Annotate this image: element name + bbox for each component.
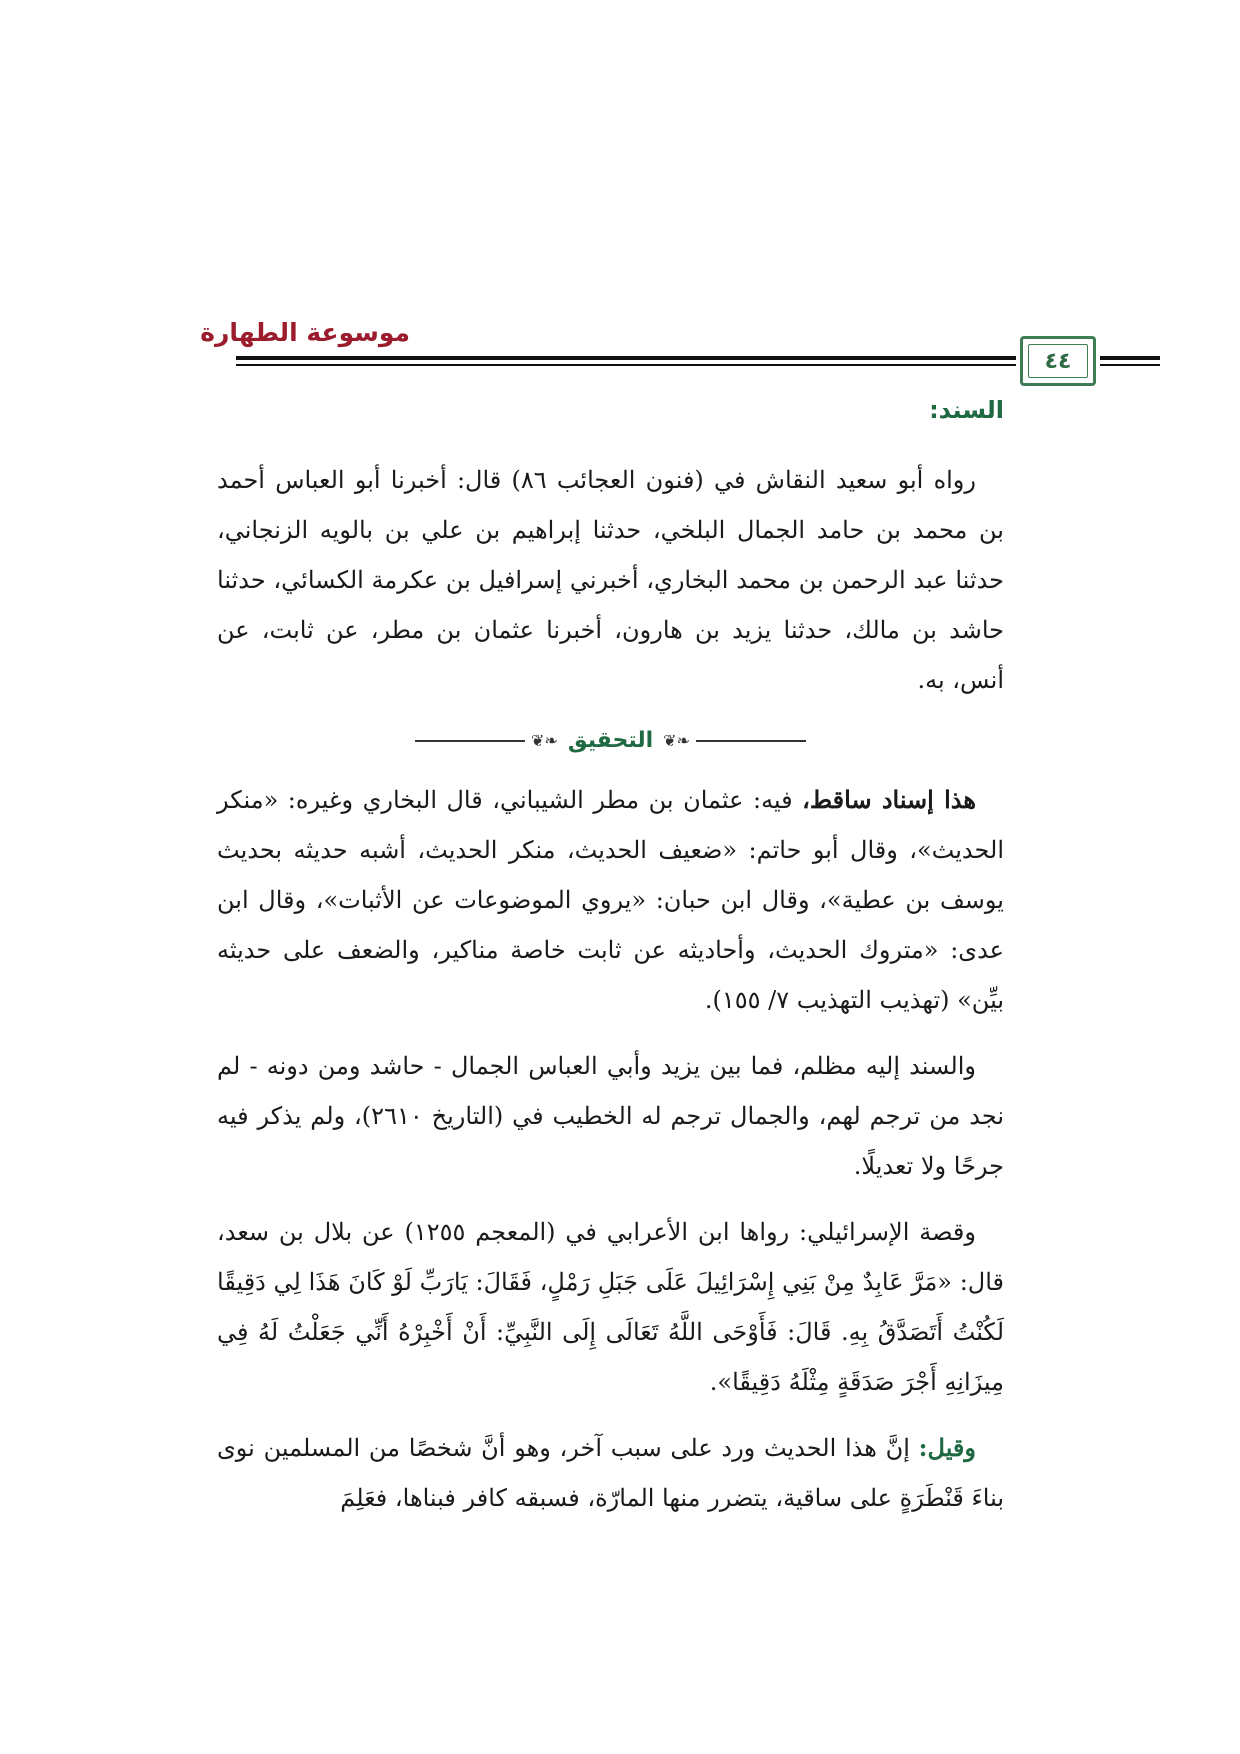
header-rule-thick — [236, 356, 1016, 360]
ornament-icon: ❧❦ — [663, 731, 690, 750]
tahqiq-paragraph-4 — [217, 1423, 1004, 1523]
header-rule-thin-right — [1100, 364, 1160, 366]
book-title: موسوعة الطهارة — [200, 318, 410, 347]
divider-title: التحقيق — [567, 728, 654, 753]
section-label-sanad: السند: — [929, 396, 1004, 424]
ornament-icon: ❧❦ — [531, 731, 558, 750]
tahqiq-paragraph-1 — [217, 775, 1004, 1025]
tahqiq-lead: هذا إسناد ساقط، — [802, 785, 976, 814]
tahqiq-paragraph-2: والسند إليه مظلم، فما بين يزيد وأبي العباس الجمال - حاشد ومن دونه - لم نجد من ترجم لهم، والجمال ترجم له الخطيب في (التاريخ ٢٦١٠)، ولم يذكر فيه جرحًا ولا تعديلًا. — [217, 1052, 1004, 1180]
qila-lead: وقيل: — [918, 1433, 976, 1462]
tahqiq-divider — [217, 721, 1004, 761]
page-number: ٤٤ — [1044, 348, 1072, 374]
divider-line-right — [696, 740, 806, 742]
header-rule-thin — [236, 364, 1016, 366]
page-number-frame — [1020, 336, 1096, 386]
tahqiq-paragraph-1-text: فيه: عثمان بن مطر الشيباني، قال البخاري وغيره: «منكر الحديث»، وقال أبو حاتم: «ضعيف الحديث، منكر الحديث، أشبه حديثه بحديث يوسف بن عطية»، وقال ابن حبان: «يروي الموضوعات عن الأثبات»، وقال ابن عدى: «متروك الحديث، وأحاديثه عن ثابت خاصة مناكير، والضعف على حديثه بيِّن» (تهذيب التهذيب ٧/ ١٥٥). — [217, 786, 1004, 1014]
tahqiq-paragraph-4-text: إنَّ هذا الحديث ورد على سبب آخر، وهو أنَّ شخصًا من المسلمين نوى بناءَ قَنْطَرَةٍ على ساقية، يتضرر منها المارّة، فسبقه كافر فبناها، فعَلِمَ — [217, 1434, 1004, 1512]
divider-line-left — [415, 740, 525, 742]
header-rule-thick-right — [1100, 356, 1160, 360]
tahqiq-paragraph-3: وقصة الإسرائيلي: رواها ابن الأعرابي في (المعجم ١٢٥٥) عن بلال بن سعد، قال: «مَرَّ عَابِدٌ مِنْ بَنِي إِسْرَائِيلَ عَلَى جَبَلِ رَمْلٍ، فَقَالَ: يَارَبِّ لَوْ كَانَ هَذَا لِي دَقِيقًا لَكُنْتُ أَتَصَدَّقُ بِهِ. قَالَ: فَأَوْحَى اللَّهُ تَعَالَى إِلَى النَّبِيِّ: أَنْ أَخْبِرْهُ أَنِّي جَعَلْتُ لَهُ فِي مِيزَانِهِ أَجْرَ صَدَقَةٍ مِثْلَهُ دَقِيقًا». — [217, 1218, 1005, 1396]
page-content — [217, 385, 1004, 1539]
sanad-paragraph: رواه أبو سعيد النقاش في (فنون العجائب ٨٦) قال: أخبرنا أبو العباس أحمد بن محمد بن حامد الجمال البلخي، حدثنا إبراهيم بن علي بن بالويه الزنجاني، حدثنا عبد الرحمن بن محمد البخاري، أخبرني إسرافيل بن عكرمة الكسائي، حدثنا حاشد بن مالك، حدثنا يزيد بن هارون، أخبرنا عثمان بن مطر، عن ثابت، عن أنس، به. — [217, 466, 1004, 694]
